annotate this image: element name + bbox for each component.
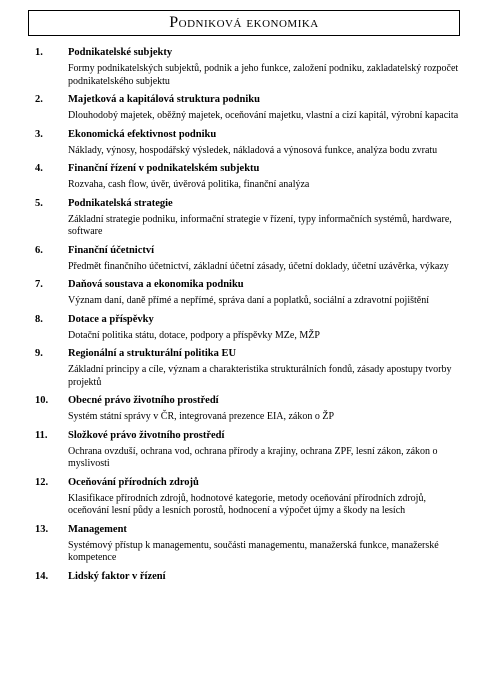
topic-heading: Lidský faktor v řízení — [68, 570, 166, 582]
topic-heading: Finanční řízení v podnikatelském subjektu — [68, 163, 260, 174]
page-title: Podniková ekonomika — [28, 10, 460, 36]
topic-heading: Obecné právo životního prostředí — [68, 395, 219, 406]
topic-item — [0, 476, 490, 518]
topic-heading: Dotace a příspěvky — [68, 313, 154, 325]
topic-description: Základní strategie podniku, informační strategie v řízení, typy informačních systémů, hardware, software — [68, 213, 452, 237]
topic-number: 5. — [35, 197, 43, 209]
topic-item — [0, 429, 490, 471]
topic-number: 12. — [35, 476, 49, 488]
topic-item — [0, 523, 490, 565]
topic-number: 11. — [35, 429, 48, 441]
topic-description: Dlouhodobý majetek, oběžný majetek, oceňování majetku, vlastní a cizí kapitál, výrobní kapacita — [68, 110, 459, 121]
topic-list — [0, 46, 490, 589]
topic-heading: Podnikatelské subjekty — [68, 47, 173, 58]
topic-description: Ochrana ovzduší, ochrana vod, ochrana přírody a krajiny, ochrana ZPF, lesní zákon, zákon o myslivosti — [68, 445, 438, 469]
topic-number: 1. — [35, 47, 43, 58]
topic-number: 6. — [35, 244, 43, 256]
topic-heading: Daňová soustava a ekonomika podniku — [68, 279, 244, 290]
topic-heading: Podnikatelská strategie — [68, 197, 173, 209]
topic-item — [0, 347, 490, 389]
topic-number: 9. — [35, 348, 43, 359]
topic-description: Systém státní správy v ČR, integrovaná prezence EIA, zákon o ŽP — [68, 411, 335, 422]
topic-number: 7. — [35, 279, 43, 290]
topic-description: Formy podnikatelských subjektů, podnik a jeho funkce, založení podniku, zakladatelský rozpočet podnikatelského subjektu — [68, 63, 459, 87]
topic-item — [0, 46, 490, 88]
topic-description: Klasifikace přírodních zdrojů, hodnotové kategorie, metody oceňování přírodních zdrojů, oceňování lesní půdy a lesních porostů, hodnocení a výpočet újmy a škody na lesích — [68, 492, 426, 516]
topic-heading: Finanční účetnictví — [68, 244, 155, 256]
topic-item — [0, 394, 490, 424]
topic-item — [0, 93, 490, 123]
topic-item — [0, 244, 490, 274]
topic-heading: Majetková a kapitálová struktura podniku — [68, 94, 260, 105]
topic-description: Systémový přístup k managementu, součásti managementu, manažerská funkce, manažerské kompetence — [68, 539, 439, 563]
topic-number: 4. — [35, 163, 43, 174]
topic-heading: Ekonomická efektivnost podniku — [68, 128, 217, 140]
topic-number: 8. — [35, 313, 43, 325]
topic-number: 10. — [35, 395, 49, 406]
topic-description: Dotační politika státu, dotace, podpory a příspěvky MZe, MŽP — [68, 329, 320, 341]
topic-description: Náklady, výnosy, hospodářský výsledek, nákladová a výnosová funkce, analýza bodu zvratu — [68, 144, 438, 156]
topic-item — [0, 128, 490, 158]
topic-item — [0, 313, 490, 343]
topic-heading: Management — [68, 523, 127, 535]
topic-heading: Regionální a strukturální politika EU — [68, 348, 237, 359]
topic-item — [0, 278, 490, 308]
topic-number: 14. — [35, 570, 49, 582]
topic-item — [0, 197, 490, 239]
topic-description: Základní principy a cíle, význam a charakteristika strukturálních fondů, zásady apostupy tvorby projektů — [68, 364, 452, 388]
topic-heading: Oceňování přírodních zdrojů — [68, 476, 199, 488]
topic-item — [0, 162, 490, 192]
topic-description: Význam daní, daně přímé a nepřímé, správa daní a poplatků, sociální a zdravotní pojištění — [68, 295, 429, 306]
topic-description: Rozvaha, cash flow, úvěr, úvěrová politika, finanční analýza — [68, 179, 310, 190]
topic-number: 2. — [35, 94, 43, 105]
topic-heading: Složkové právo životního prostředí — [68, 429, 225, 441]
topic-number: 3. — [35, 128, 43, 140]
topic-description: Předmět finančního účetnictví, základní účetní zásady, účetní doklady, účetní uzávěrka, výkazy — [68, 260, 449, 272]
topic-item — [0, 570, 490, 584]
topic-number: 13. — [35, 523, 49, 535]
